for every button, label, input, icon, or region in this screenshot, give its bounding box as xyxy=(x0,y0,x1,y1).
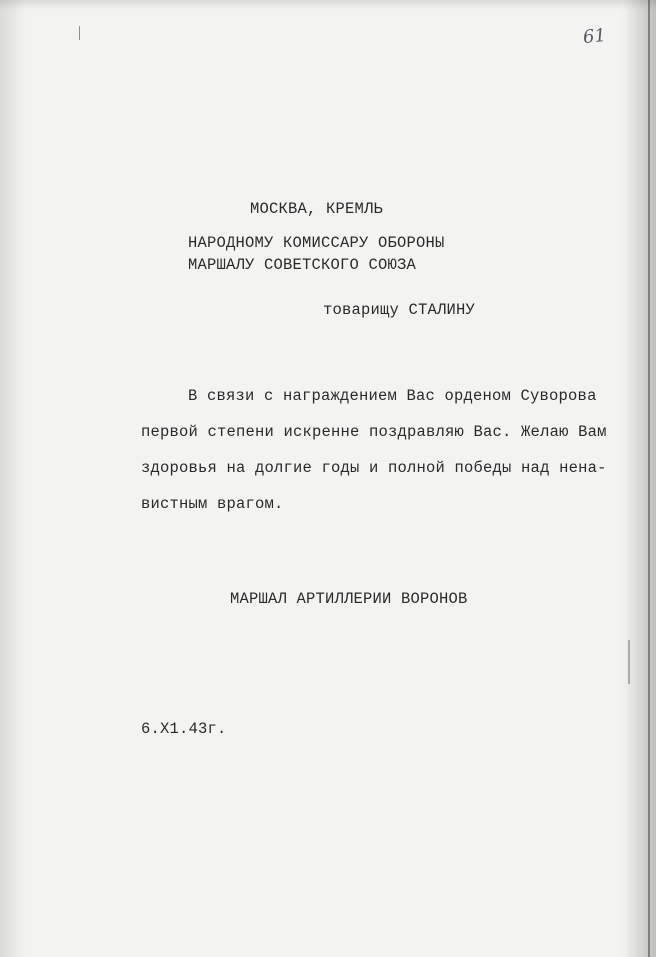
date: 6.Х1.43г. xyxy=(141,720,227,738)
body-line: здоровья на долгие годы и полной победы над нена- xyxy=(141,459,607,477)
body-line: В связи с награждением Вас орденом Суворова xyxy=(188,387,597,405)
place-line: МОСКВА, КРЕМЛЬ xyxy=(250,200,384,218)
signature: МАРШАЛ АРТИЛЛЕРИИ ВОРОНОВ xyxy=(230,590,468,608)
addressee-line-2: МАРШАЛУ СОВЕТСКОГО СОЮЗА xyxy=(188,256,417,274)
scan-mark xyxy=(79,26,80,40)
addressee-name: товарищу СТАЛИНУ xyxy=(323,301,476,319)
addressee-line-1: НАРОДНОМУ КОМИССАРУ ОБОРОНЫ xyxy=(188,234,445,252)
page-number: 61 xyxy=(581,24,607,49)
page-edge-line xyxy=(648,0,650,957)
scan-shadow-right xyxy=(622,0,656,957)
body-line: вистным врагом. xyxy=(141,495,284,513)
body-line: первой степени искренне поздравляю Вас. Желаю Вам xyxy=(141,423,607,441)
scan-mark xyxy=(628,640,630,684)
scan-shadow-top xyxy=(0,0,656,10)
scan-shadow-left xyxy=(0,0,26,957)
